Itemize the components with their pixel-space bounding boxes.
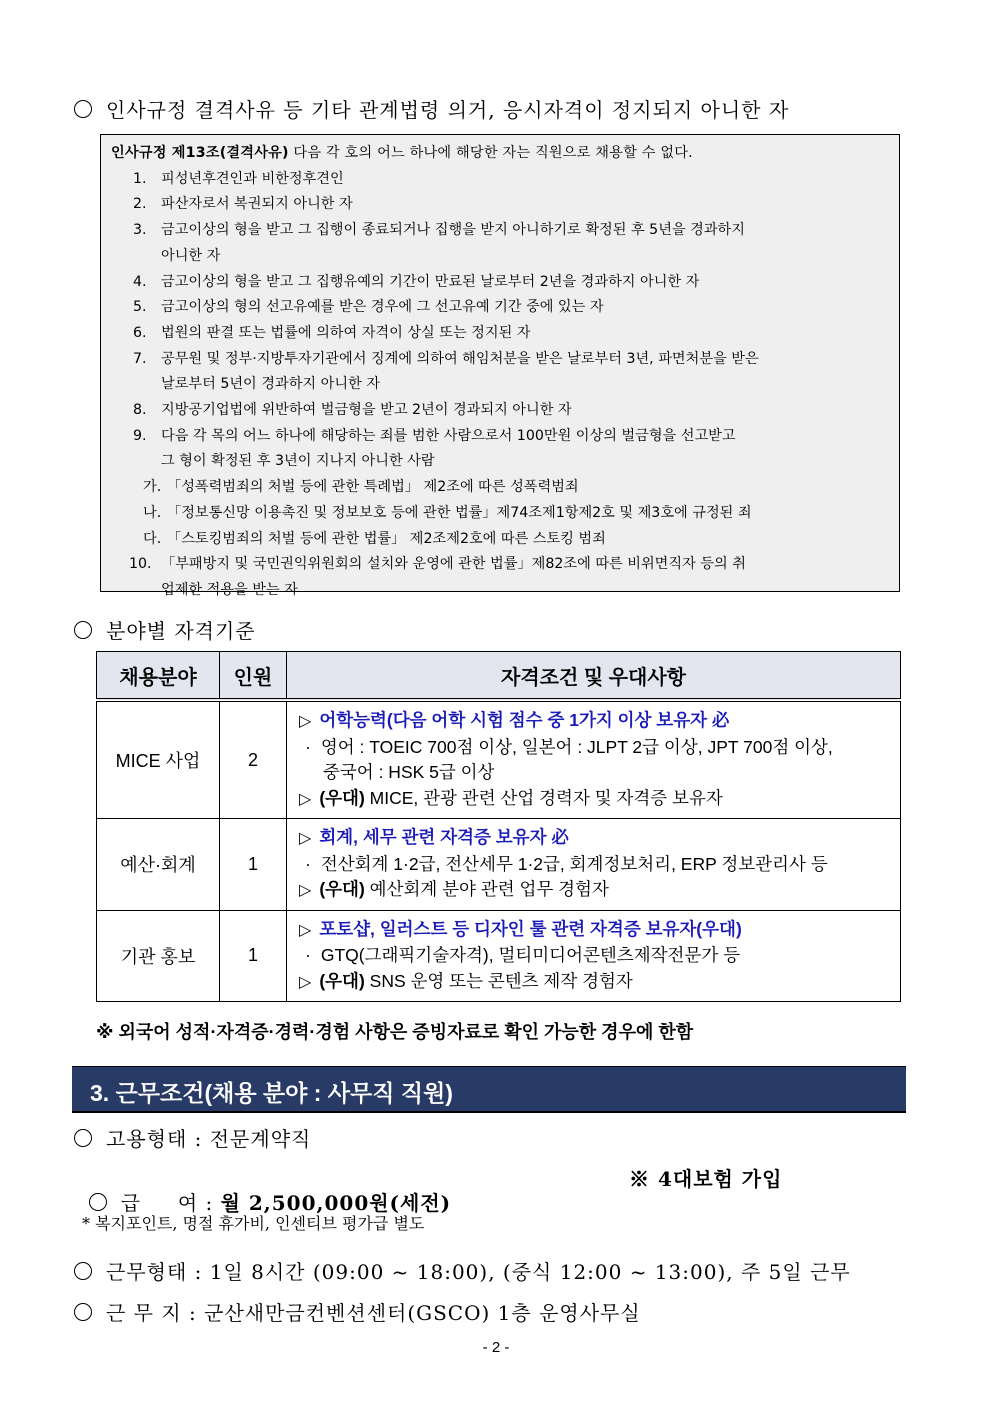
triangle-right-icon: ▷ [299,921,312,939]
list-item: 3. 금고이상의 형을 받고 그 집행이 종료되거나 집행을 받지 아니하기로 확정된 후 5년을 경과하지 아니한 자 [133,222,745,264]
header-conditions: 자격조건 및 우대사항 [287,652,901,701]
field-cell: 예산·회계 [97,819,220,911]
header-count: 인원 [220,652,287,701]
list-item: 6. 법원의 판결 또는 법률에 의하여 자격이 상실 또는 정지된 자 [133,324,531,341]
section-3-title: 3. 근무조건(채용 분야 : 사무직 직원) [90,1080,453,1106]
table-row [97,910,901,1002]
location-line: 근 무 지 : 군산새만금컨벤션센터(GSCO) 1층 운영사무실 [74,1297,641,1326]
middle-dot-icon: · [305,736,311,757]
triangle-right-icon: ▷ [299,882,312,899]
count-cell: 2 [220,700,287,819]
middle-dot-icon: · [305,945,311,965]
article-intro: 다음 각 호의 어느 하나에 해당한 자는 직원으로 채용할 수 없다. [288,145,693,161]
salary-value: 월 2,500,000원(세전) [220,1191,452,1215]
disqualification-heading: 인사규정 결격사유 등 기타 관계법령 의거, 응시자격이 정지되지 아니한 자 [74,94,789,123]
triangle-right-icon: ▷ [299,790,312,808]
employment-type-line: 고용형태 : 전문계약직 [74,1123,311,1152]
middle-dot-icon: · [305,853,311,874]
list-item: 9. 다음 각 목의 어느 하나에 해당하는 죄를 범한 사람으로서 100만원 이상의 벌금형을 선고받고 그 형이 확정된 후 3년이 지나지 아니한 사람 [133,427,736,470]
conditions-cell: ▷ 포토샵, 일러스트 등 디자인 툴 관련 자격증 보유자(우대) · GTQ(그래픽기술자격), 멀티미디어콘텐츠제작전문가 등 ▷ (우대) SNS 운영 또는 콘텐츠 제작 경험자 [287,910,901,1002]
field-cell: 기관 홍보 [97,910,220,1002]
section-3-header [72,1066,906,1113]
benefits-note: * 복지포인트, 명절 휴가비, 인센티브 평가급 별도 [82,1214,425,1233]
list-item: 8. 지방공기업법에 위반하여 벌금형을 받고 2년이 경과되지 아니한 자 [133,402,572,419]
count-cell: 1 [220,819,287,911]
conditions-cell: ▷ 어학능력(다음 어학 시험 점수 중 1가지 이상 보유자 必 · 영어 : TOEIC 700점 이상, 일본어 : JLPT 2급 이상, JPT 700점 이상, 중국어 : HSK 5급 이상 ▷ (우대) MICE, 관광 관련 산업 경력자 및 자격증 보유자 [287,700,901,819]
table-row [97,819,901,911]
conditions-cell: ▷ 회계, 세무 관련 자격증 보유자 必 · 전산회계 1·2급, 전산세무 1·2급, 회계정보처리, ERP 정보관리사 등 ▷ (우대) 예산회계 분야 관련 업무 경험자 [287,819,901,911]
sub-list-item: 가. 「성폭력범죄의 처벌 등에 관한 특례법」 제2조에 따른 성폭력범죄 [143,479,579,496]
list-item: 2. 파산자로서 복권되지 아니한 자 [133,196,353,213]
insurance-note: ※ 4대보험 가입 [629,1167,783,1191]
table-row [97,700,901,819]
triangle-right-icon: ▷ [299,830,312,847]
evidence-note: ※ 외국어 성적·자격증·경력·경험 사항은 증빙자료로 확인 가능한 경우에 한함 [96,1022,694,1042]
circle-bullet-icon [74,1303,92,1321]
table-header-row [97,652,901,701]
list-item: 10. 「부패방지 및 국민권익위원회의 설치와 운영에 관한 법률」제82조에 따른 비위면직자 등의 취 업제한 적용을 받는 자 [129,556,746,598]
list-item: 4. 금고이상의 형을 받고 그 집행유예의 기간이 만료된 날로부터 2년을 경과하지 아니한 자 [133,273,700,290]
circle-bullet-icon [74,1129,92,1147]
circle-bullet-icon [89,1193,107,1211]
triangle-right-icon: ▷ [299,973,312,991]
qualifications-table [96,651,901,1002]
header-field: 채용분야 [97,652,220,701]
article-header [111,141,889,167]
salary-line: 급 여 : 월 2,500,000원(세전) [74,1163,451,1216]
qualifications-heading: 분야별 자격기준 [74,615,256,644]
list-item: 7. 공무원 및 정부·지방투자기관에서 징계에 의하여 해임처분을 받은 날로부터 3년, 파면처분을 받은 날로부터 5년이 경과하지 아니한 자 [133,350,759,393]
circle-bullet-icon [74,1262,92,1280]
page-number: - 2 - [482,1339,510,1356]
list-item: 5. 금고이상의 형의 선고유예를 받은 경우에 그 선고유예 기간 중에 있는 자 [133,299,604,316]
work-hours-line: 근무형태 : 1일 8시간 (09:00 ~ 18:00), (중식 12:00 ~ 13:00), 주 5일 근무 [74,1256,851,1285]
sub-list-item: 다. 「스토킹범죄의 처벌 등에 관한 법률」 제2조제2호에 따른 스토킹 범죄 [143,530,606,547]
article-13-box [100,134,900,598]
circle-bullet-icon [74,100,92,118]
circle-bullet-icon [74,621,92,639]
triangle-right-icon: ▷ [299,713,312,730]
list-item: 1. 피성년후견인과 비한정후견인 [133,170,344,187]
field-cell: MICE 사업 [97,700,220,819]
count-cell: 1 [220,910,287,1002]
article-title: 인사규정 제13조(결격사유) [111,145,289,161]
sub-list-item: 나. 「정보통신망 이용촉진 및 정보보호 등에 관한 법률」제74조제1항제2호 및 제3호에 규정된 죄 [143,504,752,521]
